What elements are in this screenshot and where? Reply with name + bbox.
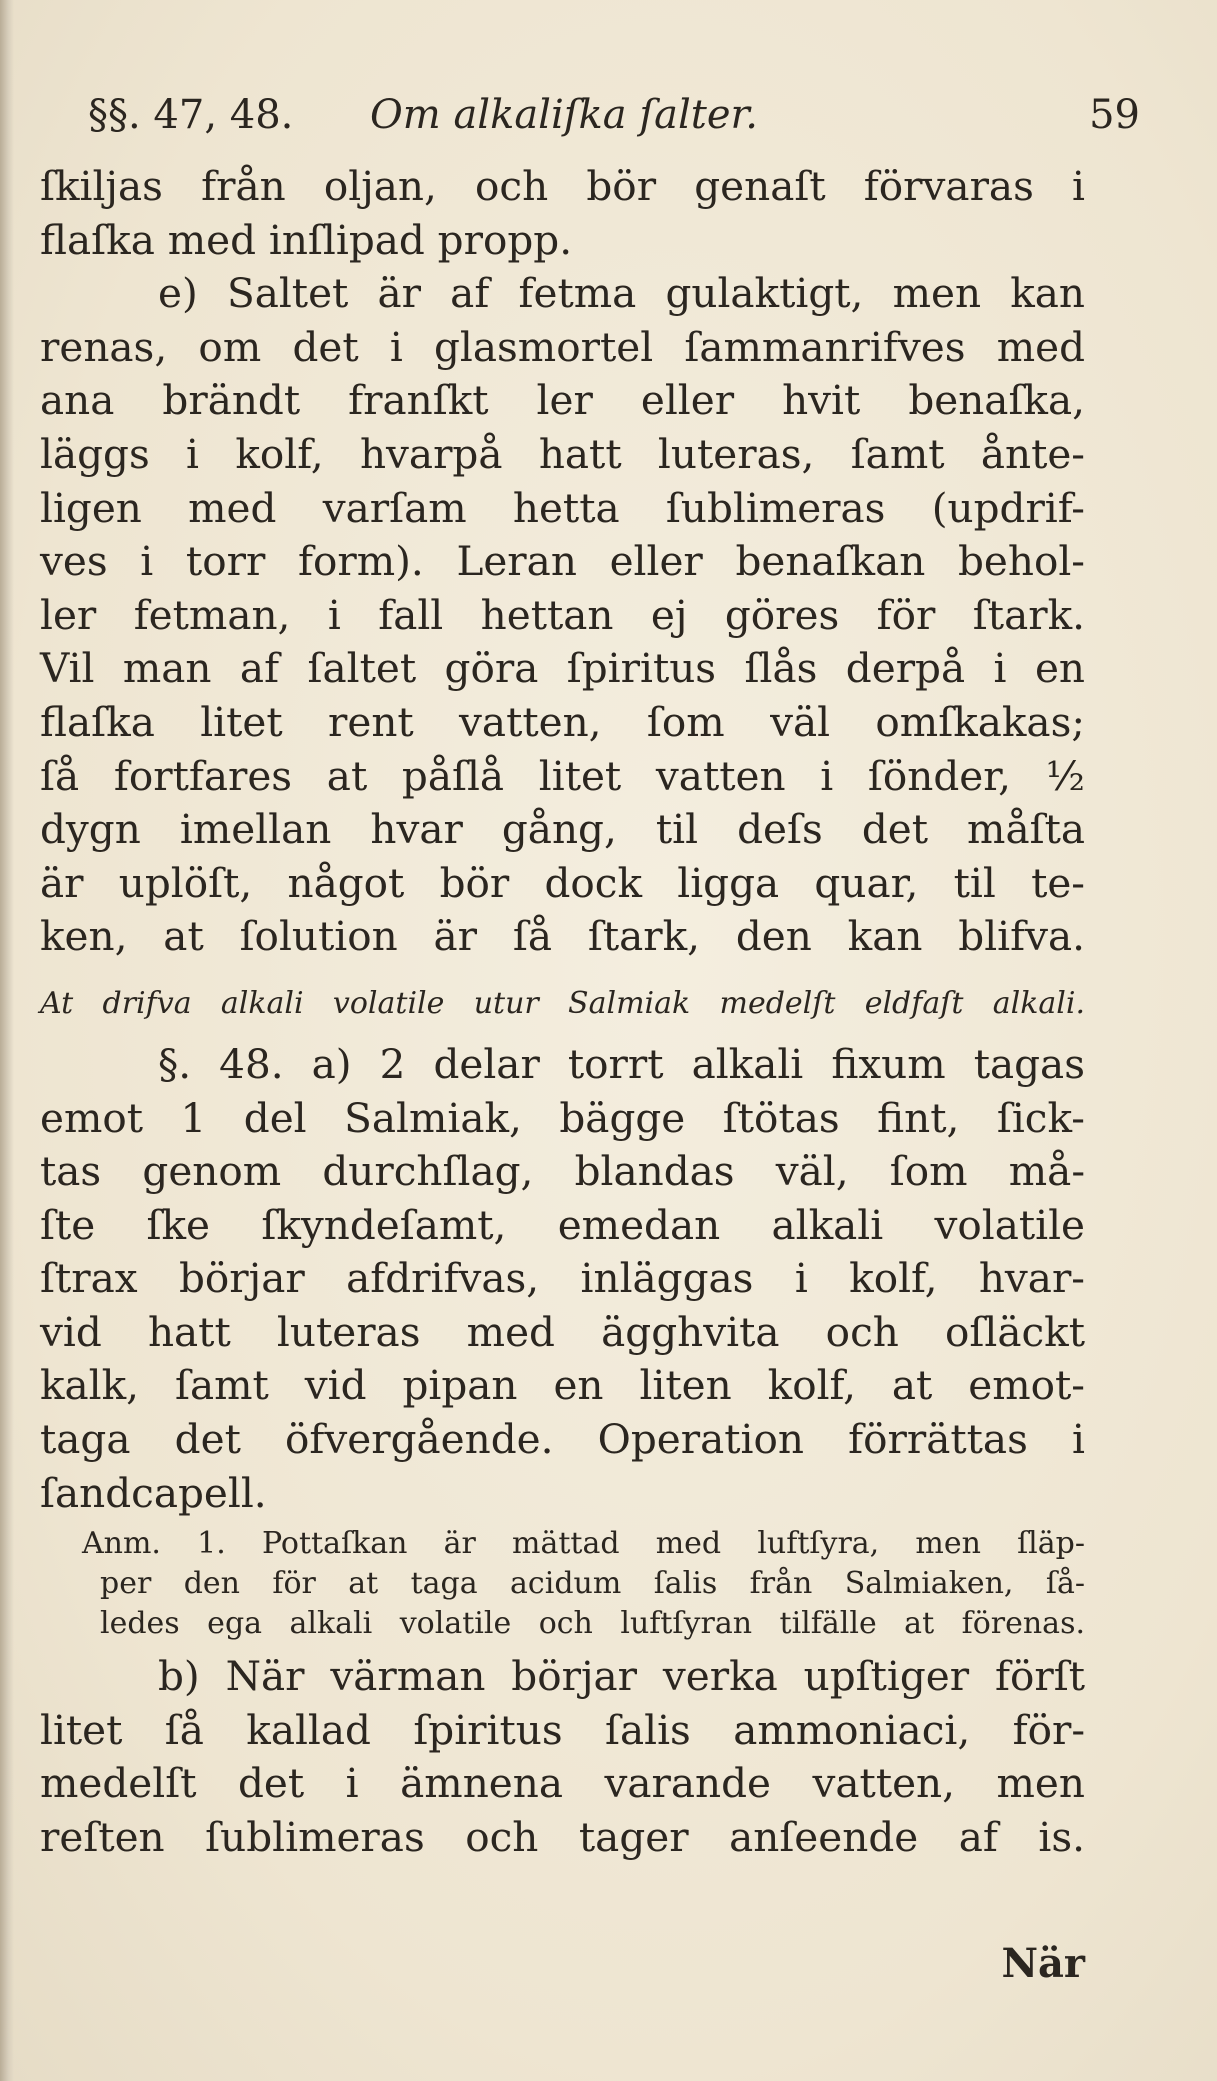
note-line: per den för at taga acidum ſalis från Salmiaken, ſå- [100,1566,1085,1602]
paragraph-b [40,1650,1085,1864]
section-marker: §§. 47, 48. [88,92,294,138]
text-line: ligen med varſam hetta ſublimeras (updrif- [40,483,1085,532]
section-heading: At drifva alkali volatile utur Salmiak medelſt eldfaſt alkali. [40,985,1085,1021]
text-line: ſkiljas från oljan, och bör genaſt förvaras i [40,162,1085,210]
text-line: kalk, ſamt vid pipan en liten kolf, at emot- [40,1361,1085,1410]
catchword: När [1001,1940,1085,1987]
text-line: taga det öfvergående. Operation förrättas i [40,1415,1085,1464]
text-line: renas, om det i glasmortel ſammanrifves med [40,322,1085,371]
text-line: ſte ſke ſkyndeſamt, emedan alkali volatile [40,1200,1085,1249]
page-body [40,160,1085,1865]
note-line: Anm. 1. Pottaſkan är mättad med luftſyra, men ſläp- [82,1526,1085,1562]
text-line: ken, at ſolution är ſå ſtark, den kan blifva. [40,912,1085,961]
text-line: läggs i kolf, hvarpå hatt luteras, ſamt ånte- [40,429,1085,478]
running-header [88,92,1140,148]
running-title: Om alkaliſka ſalter. [370,92,758,138]
text-line: flaſka med inſlipad propp. [40,215,573,264]
text-line: reſten ſublimeras och tager anſeende af is. [40,1813,1085,1862]
annotation-note [40,1524,1085,1644]
text-line: vid hatt luteras med ägghvita och oſläckt [40,1307,1085,1356]
text-line: är uplöſt, något bör dock ligga quar, til te- [40,858,1085,907]
text-line: tas genom durchſlag, blandas väl, ſom må- [40,1147,1085,1196]
text-line: ler fetman, i fall hettan ej göres för ſtark. [40,590,1085,639]
text-line: ana brändt franſkt ler eller hvit benaſka, [40,376,1085,425]
paragraph-e [40,267,1085,964]
text-line: §. 48. a) 2 delar torrt alkali fixum tagas [158,1039,1085,1088]
text-line: emot 1 del Salmiak, bägge ſtötas fint, ſick- [40,1093,1085,1142]
text-line: ſå fortfares at påſlå litet vatten i ſönder, ½ [40,751,1085,800]
binding-gutter [0,0,14,2081]
text-line: Vil man af ſaltet göra ſpiritus ſlås derpå i en [40,644,1085,693]
page-number: 59 [1089,92,1140,138]
text-line: e) Saltet är af fetma gulaktigt, men kan [158,269,1085,318]
text-line: b) När värman börjar verka upſtiger förſt [158,1652,1085,1701]
text-line: litet ſå kallad ſpiritus ſalis ammoniaci, för- [40,1705,1085,1754]
text-line: ſtrax börjar afdrifvas, inläggas i kolf, hvar- [40,1254,1085,1303]
note-line: ledes ega alkali volatile och luftſyran tilfälle at förenas. [100,1606,1085,1642]
paragraph-48a [40,1038,1085,1520]
text-line: ves i torr form). Leran eller benaſkan behol- [40,537,1085,586]
text-line: flaſka litet rent vatten, ſom väl omſkakas; [40,697,1085,746]
text-line: dygn imellan hvar gång, til deſs det måſta [40,805,1085,854]
paragraph-continued [40,160,1085,267]
text-line: medelſt det i ämnena varande vatten, men [40,1759,1085,1808]
text-line: ſandcapell. [40,1468,267,1517]
